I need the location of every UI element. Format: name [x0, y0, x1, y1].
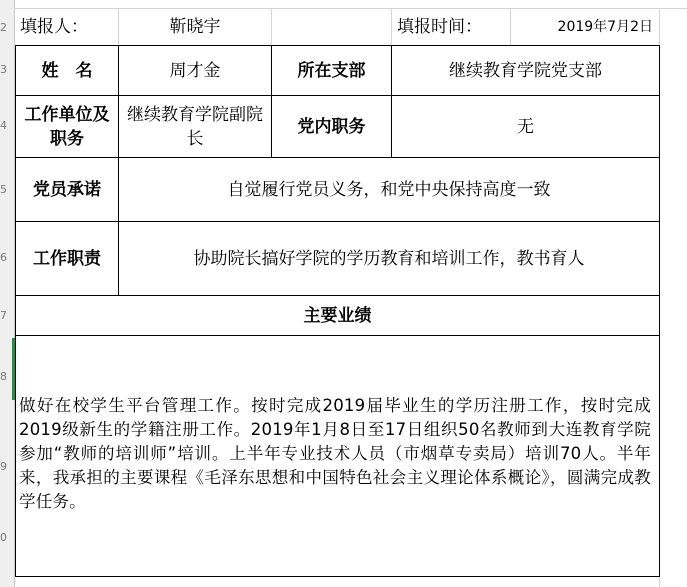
row-number: 9	[0, 460, 7, 473]
name-value[interactable]: 周才金	[169, 60, 221, 81]
date-value-cell[interactable]: 2019年7月2日	[557, 19, 653, 35]
pledge-value[interactable]: 自觉履行党员义务，和党中央保持高度一致	[227, 179, 551, 200]
branch-label: 所在支部	[297, 60, 366, 81]
row-number: 6	[0, 251, 7, 264]
name-label: 姓 名	[41, 60, 93, 81]
branch-value[interactable]: 继续教育学院党支部	[449, 60, 602, 81]
row-number: 4	[0, 119, 7, 132]
achievements-text[interactable]: 做好在校学生平台管理工作。按时完成2019届毕业生的学历注册工作，按时完成2019级新生的学籍注册工作。2019年1月8日至17日组织50名教师到大连教育学院参加“教师的培训师”培训。上半年专业技术人员（市烟草专卖局）培训70人。半年来，我承担的主要课程《毛泽东思想和中国特色社会主义理论体系概论》，圆满完成教学任务。	[19, 396, 651, 511]
row-number: 0	[0, 531, 7, 544]
gridline	[659, 8, 660, 45]
pledge-label: 党员承诺	[33, 179, 101, 200]
table-border	[15, 576, 660, 577]
row-number: 5	[0, 183, 7, 196]
row-number: 7	[0, 309, 7, 322]
duty-value[interactable]: 协助院长搞好学院的学历教育和培训工作，教书育人	[193, 248, 585, 269]
filler-name-cell[interactable]: 靳晓宇	[169, 17, 221, 37]
row-number: 3	[0, 63, 7, 76]
filler-label-cell[interactable]: 填报人：	[20, 17, 88, 37]
duty-label: 工作职责	[33, 248, 101, 269]
row-number: 8	[0, 370, 7, 383]
date-label-cell[interactable]: 填报时间：	[397, 17, 482, 37]
gridline	[271, 8, 272, 45]
row-number: 2	[0, 21, 7, 34]
party-post-label: 党内职务	[297, 116, 366, 137]
party-post-value[interactable]: 无	[517, 116, 534, 137]
row-header-column	[0, 0, 15, 587]
work-unit-value[interactable]: 继续教育学院副院长	[127, 104, 263, 149]
achievements-title: 主要业绩	[303, 305, 372, 326]
table-border	[15, 335, 660, 336]
table-border	[659, 45, 660, 577]
work-unit-label: 工作单位及职务	[24, 104, 110, 149]
